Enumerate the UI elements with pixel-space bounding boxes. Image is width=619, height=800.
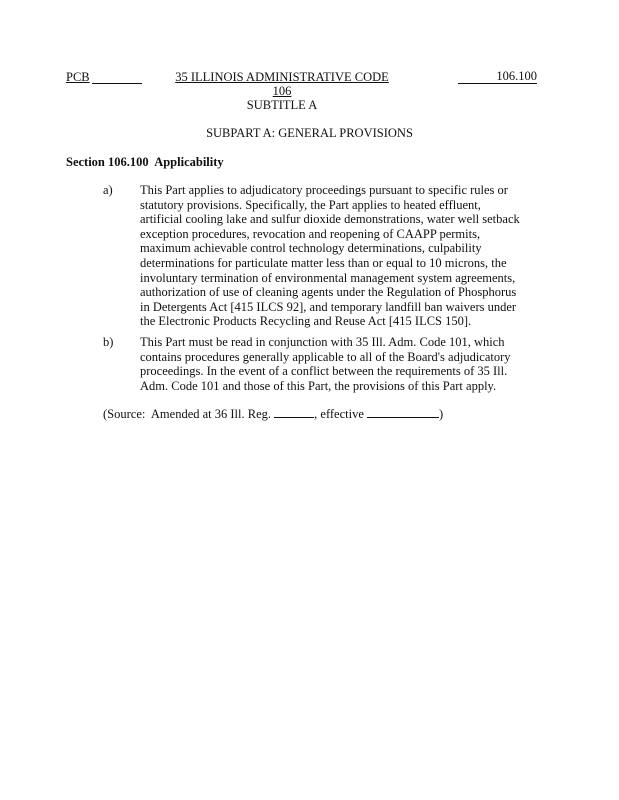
paragraph-label: a) [103, 183, 113, 197]
header-code-title [168, 70, 396, 112]
source-middle: , effective [314, 407, 368, 421]
paragraph-a [103, 183, 523, 329]
paragraph-b [103, 335, 523, 393]
paragraph-label: b) [103, 335, 114, 349]
paragraph-text: This Part must be read in conjunction with 35 Ill. Adm. Code 101, which contains procedures generally applicable to all of the Board's adjudicatory proceedings. In the event of a conflict between the requirements of 35 Ill. Adm. Code 101 and those of this Part, the provisions of this Part apply. [140, 335, 511, 393]
reg-page-blank [274, 406, 314, 418]
subpart-title: SUBPART A: GENERAL PROVISIONS [206, 126, 413, 140]
header-code-line: 35 ILLINOIS ADMINISTRATIVE CODE 106 [175, 70, 389, 98]
paragraph-text: This Part applies to adjudicatory proceedings pursuant to specific rules or statutory provisions. Specifically, the Part applies to heated effluent, artificial cooling lake and sulfur dioxide demonstrations, water well setback exception procedures, revocation and reopening of CAAPP permits, maximum achievable control technology determinations, culpability determinations for particulate matter less than or equal to 10 microns, the involuntary termination of environmental management system agreements, authorization of use of cleaning agents under the Regulation of Phosphorus in Detergents Act [415 ILCS 92], and temporary landfill ban waivers under the Electronic Products Recycling and Reuse Act [415 ILCS 150]. [140, 183, 520, 329]
section-number: Section 106.100 [66, 155, 149, 169]
source-prefix: (Source: Amended at 36 Ill. Reg. [103, 407, 275, 421]
section-heading [66, 155, 224, 170]
header-agency: PCB [66, 70, 142, 84]
source-note [103, 406, 443, 422]
header-subtitle-line: SUBTITLE A [246, 98, 318, 112]
section-title: Applicability [154, 155, 224, 169]
effective-date-blank [367, 406, 439, 418]
header-section-number: 106.100 [458, 70, 537, 84]
source-suffix: ) [439, 407, 444, 421]
